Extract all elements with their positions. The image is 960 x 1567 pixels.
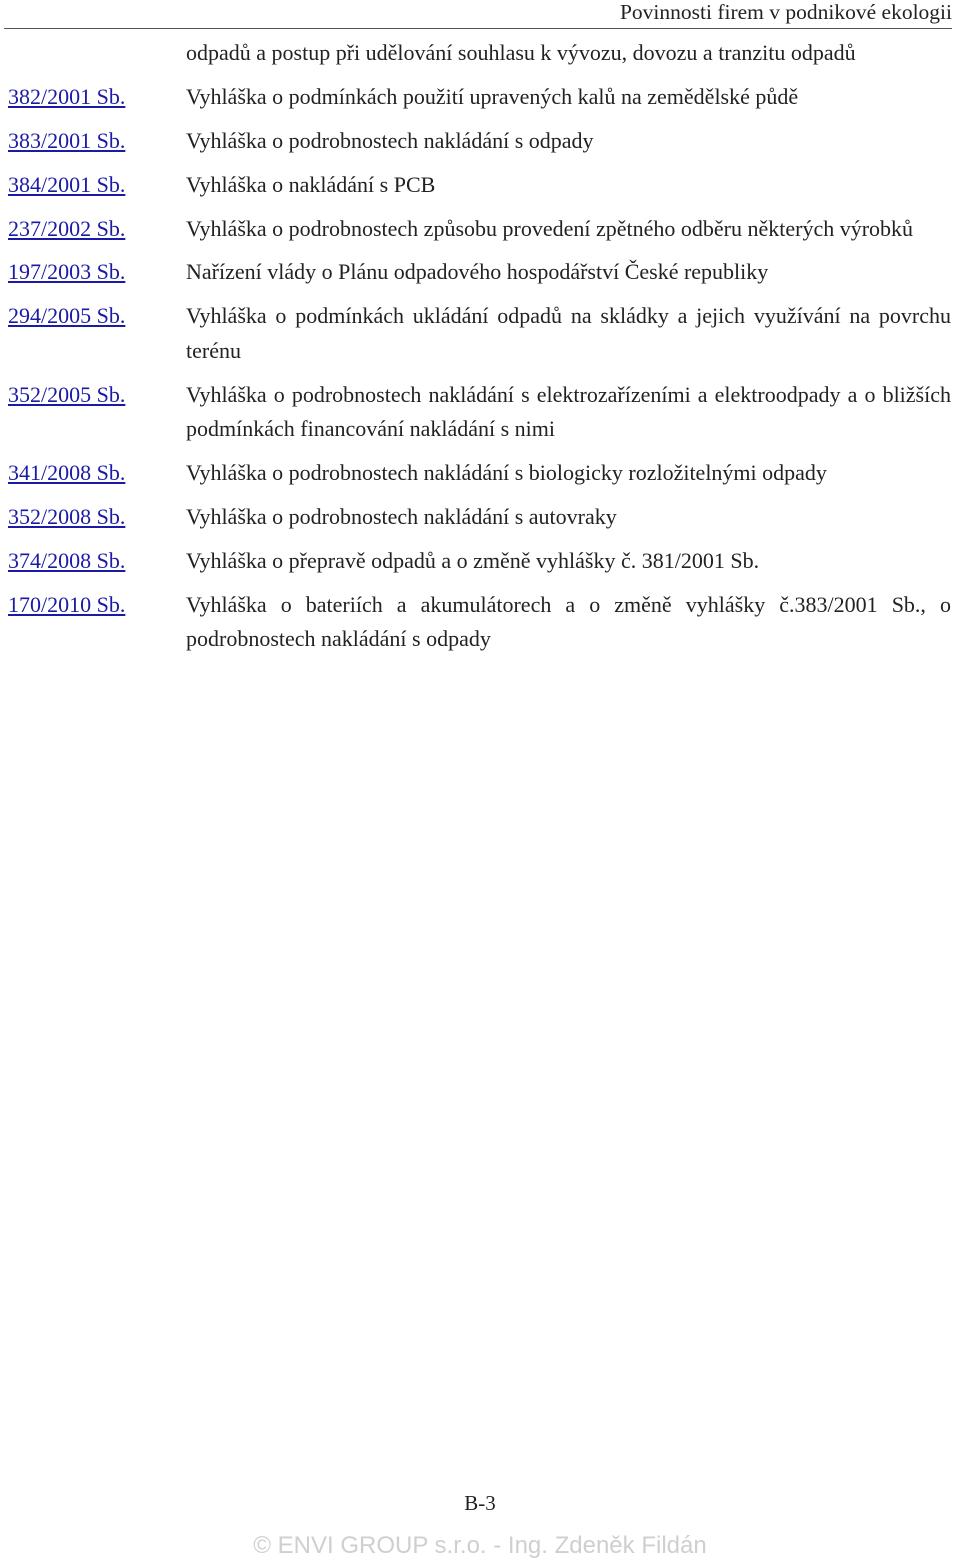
regulation-description: Vyhláška o bateriích a akumulátorech a o změně vyhlášky č.383/2001 Sb., o podrobnostech nakládání s odpady (186, 591, 951, 652)
regulation-description: Nařízení vlády o Plánu odpadového hospodářství České republiky (186, 259, 769, 285)
list-item (8, 124, 951, 159)
regulation-code-link[interactable]: 374/2008 Sb. (8, 547, 126, 573)
regulation-code-link[interactable]: 197/2003 Sb. (8, 259, 126, 285)
regulation-description: Vyhláška o podrobnostech nakládání s elektrozařízeními a elektroodpady a o bližších podmínkách financování nakládání s nimi (186, 381, 951, 442)
list-item (8, 168, 951, 203)
regulation-code-link[interactable]: 383/2001 Sb. (8, 127, 126, 153)
regulation-description: Vyhláška o podrobnostech způsobu provedení zpětného odběru některých výrobků (186, 215, 914, 241)
footer-copyright: © ENVI GROUP s.r.o. - Ing. Zdeněk Fildán (253, 1532, 707, 1559)
list-item (8, 299, 951, 368)
regulation-code-link[interactable]: 352/2005 Sb. (8, 381, 126, 407)
regulation-description: Vyhláška o podmínkách použití upravených kalů na zemědělské půdě (186, 83, 799, 109)
regulation-code-link[interactable]: 170/2010 Sb. (8, 591, 126, 617)
list-item-continuation (8, 36, 951, 71)
list-item (8, 588, 951, 657)
regulation-code-link[interactable]: 341/2008 Sb. (8, 460, 126, 486)
regulation-description: Vyhláška o nakládání s PCB (186, 171, 436, 197)
page-header (4, 0, 952, 29)
regulation-code-link[interactable]: 237/2002 Sb. (8, 215, 126, 241)
regulation-description: odpadů a postup při udělování souhlasu k vývozu, dovozu a tranzitu odpadů (186, 40, 856, 65)
list-item (8, 80, 951, 115)
regulation-description: Vyhláška o podmínkách ukládání odpadů na skládky a jejich využívání na povrchu terénu (186, 303, 951, 363)
list-item (8, 544, 951, 579)
regulation-description: Vyhláška o přepravě odpadů a o změně vyhlášky č. 381/2001 Sb. (186, 547, 760, 573)
regulation-description: Vyhláška o podrobnostech nakládání s odpady (186, 127, 594, 153)
page-number: B-3 (464, 1491, 496, 1515)
regulation-list (8, 36, 951, 666)
regulation-code-link[interactable]: 384/2001 Sb. (8, 171, 126, 197)
list-item (8, 378, 951, 447)
list-item (8, 500, 951, 535)
regulation-code-link[interactable]: 294/2005 Sb. (8, 303, 126, 329)
list-item (8, 255, 951, 290)
regulation-description: Vyhláška o podrobnostech nakládání s biologicky rozložitelnými odpady (186, 460, 827, 486)
regulation-code-link[interactable]: 382/2001 Sb. (8, 83, 126, 109)
regulation-description: Vyhláška o podrobnostech nakládání s autovraky (186, 504, 617, 530)
list-item (8, 456, 951, 491)
regulation-code-link[interactable]: 352/2008 Sb. (8, 504, 126, 530)
header-title: Povinnosti firem v podnikové ekologii (619, 0, 952, 24)
list-item (8, 212, 951, 247)
